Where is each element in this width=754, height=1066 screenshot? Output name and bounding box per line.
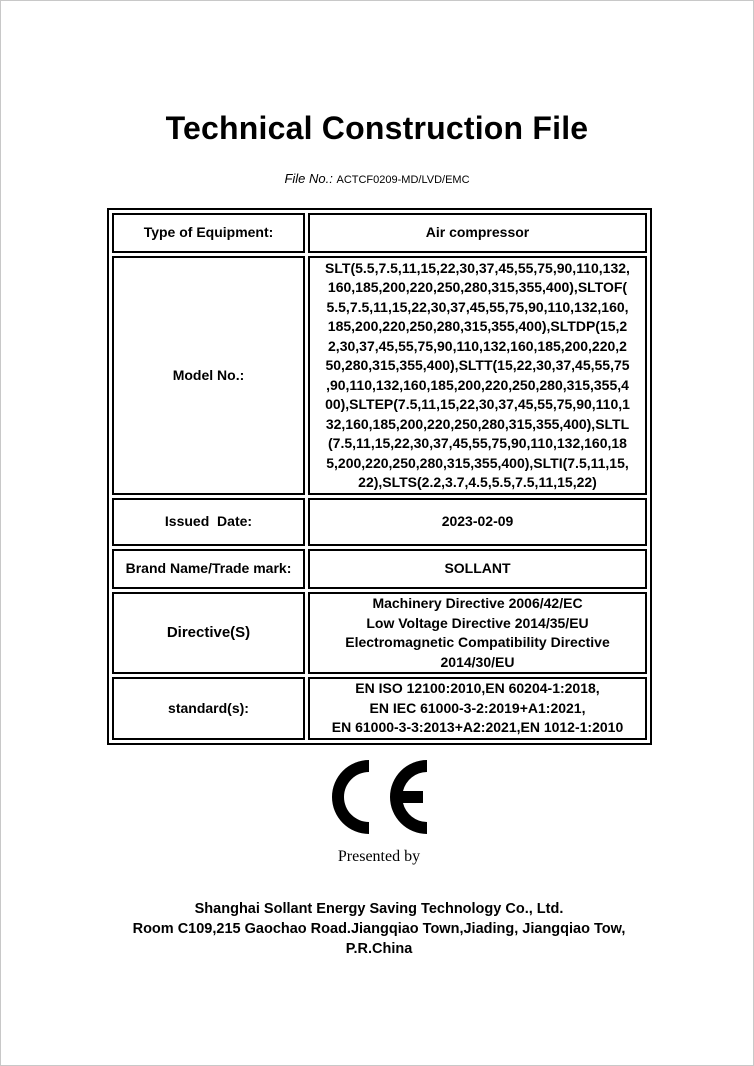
model-no-line: ,90,110,132,160,185,200,220,250,280,315,355,4 [326,376,629,393]
table-row-directive [112,592,647,674]
company-address-line-1: Room C109,215 Gaochao Road.Jiangqiao Town,Jiading, Jiangqiao Tow, [132,921,626,937]
standard-line: EN IEC 61000-3-2:2019+A1:2021, [369,699,586,716]
standard-label: standard(s): [112,677,305,740]
model-no-line: 32,160,185,200,220,250,280,315,355,400),SLTL [325,415,630,432]
equipment-type-label: Type of Equipment: [112,213,305,253]
issued-date-value: 2023-02-09 [308,498,647,546]
document-title: Technical Construction File [165,110,589,146]
table-row-issued-date [112,498,647,546]
table-row-model-no [112,256,647,495]
directive-value [308,592,647,674]
file-number [0,171,754,186]
specification-table-wrapper [107,208,652,745]
model-no-line: 22),SLTS(2.2,3.7,4.5,5.5,7.5,11,15,22) [358,474,597,490]
standard-value [308,677,647,740]
table-row-brand [112,549,647,589]
ce-mark-icon [331,758,427,836]
model-no-line: 50,280,315,355,400),SLTT(15,22,30,37,45,55,75 [325,357,630,373]
model-no-line: (7.5,11,15,22,30,37,45,55,75,90,110,132,160,18 [328,435,627,451]
model-no-line: 160,185,200,220,250,280,315,355,400),SLTOF( [327,279,628,295]
company-block [0,899,754,959]
model-no-line: SLT(5.5,7.5,11,15,22,30,37,45,55,75,90,110,132, [325,259,630,276]
directive-line: Low Voltage Directive 2014/35/EU [366,614,589,631]
specification-table [107,208,652,745]
issued-date-label: Issued Date: [112,498,305,546]
model-no-line: 2,30,37,45,55,75,90,110,132,160,185,200,220,2 [328,337,627,354]
model-no-line: 5,200,220,250,280,315,355,400),SLTI(7.5,11,15, [326,454,629,471]
company-address-line-2: P.R.China [345,941,413,957]
model-no-line: 185,200,220,250,280,315,355,400),SLTDP(15,2 [327,318,628,334]
company-name: Shanghai Sollant Energy Saving Technology Co., Ltd. [194,901,564,917]
equipment-type-value: Air compressor [308,213,647,253]
file-number-value: ACTCF0209-MD/LVD/EMC [336,174,470,186]
standard-line: EN ISO 12100:2010,EN 60204-1:2018, [355,680,600,696]
presented-by: Presented by [337,848,421,865]
model-no-value [308,256,647,495]
directive-line: Machinery Directive 2006/42/EC [372,595,583,611]
table-row-equipment-type [112,213,647,253]
file-number-label: File No.: [284,171,333,186]
model-no-label: Model No.: [112,256,305,495]
directive-line: 2014/30/EU [440,653,515,670]
brand-value: SOLLANT [308,549,647,589]
standard-line: EN 61000-3-3:2013+A2:2021,EN 1012-1:2010 [331,719,624,735]
model-no-line: 00),SLTEP(7.5,11,15,22,30,37,45,55,75,90,110,1 [325,396,630,412]
model-no-line: 5.5,7.5,11,15,22,30,37,45,55,75,90,110,132,160, [326,298,629,315]
table-row-standard [112,677,647,740]
directive-line: Electromagnetic Compatibility Directive [345,634,610,650]
directive-label: Directive(S) [112,592,305,674]
brand-label: Brand Name/Trade mark: [112,549,305,589]
